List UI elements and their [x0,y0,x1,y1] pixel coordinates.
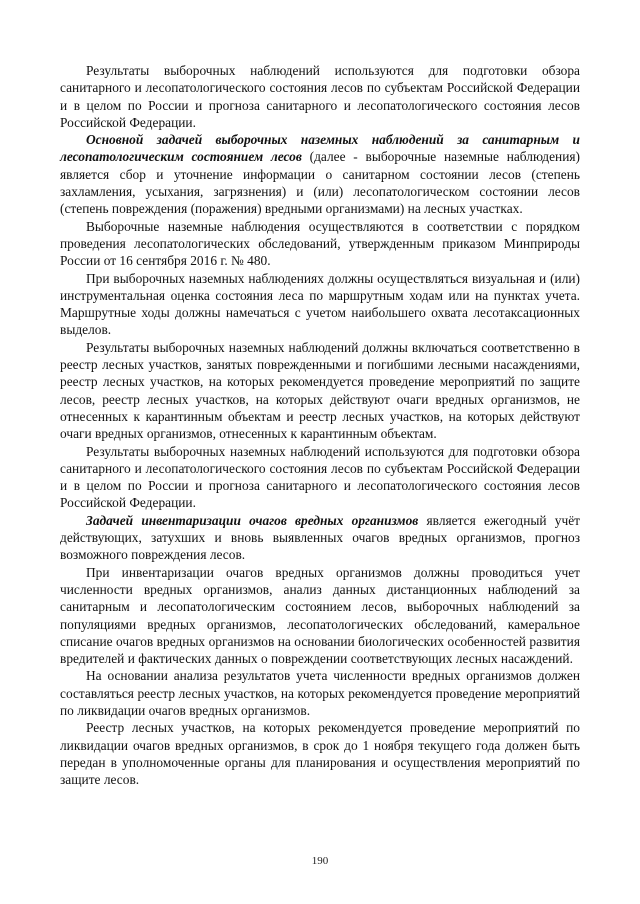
paragraph-4-text: При выборочных наземных наблюдениях должны осуществляться визуальная и (или) инструментальная оценка состояния леса по маршрутным ходам или на пунктах учета. Маршрутные ходы должны намечаться с учетом наибольшего охвата лесотаксационных выделов. [60,270,580,338]
paragraph-10-text: Реестр лесных участков, на которых рекомендуется проведение мероприятий по ликвидации очагов вредных организмов, в срок до 1 ноября текущего года должен быть передан в уполномоченные органы для планирования и осуществления мероприятий по защите лесов. [60,720,580,788]
paragraph-3-text: Выборочные наземные наблюдения осуществляются в соответствии с порядком проведения лесопатологических обследований, утвержденным приказом Минприроды России от 16 сентября 2016 г. № 480. [60,218,580,269]
paragraph-9 [60,667,580,719]
document-body [60,62,580,788]
paragraph-7-text: является ежегодный учёт действующих, затухших и вновь выявленных очагов вредных организмов, прогноз возможного повреждения лесов. [60,512,580,563]
paragraph-5 [60,339,580,443]
paragraph-7-emphasis: Задачей инвентаризации очагов вредных организмов [86,512,419,528]
page-number: 190 [311,855,329,867]
paragraph-1-text: Результаты выборочных наблюдений используются для подготовки обзора санитарного и лесопатологического состояния лесов по субъектам Российской Федерации и в целом по России и прогноза санитарного и лесопатологического состояния лесов Российской Федерации. [60,63,580,130]
paragraph-3 [60,218,580,270]
paragraph-4 [60,270,580,339]
paragraph-1 [60,62,580,131]
paragraph-2 [60,131,580,217]
paragraph-2-text: (далее - выборочные наземные наблюдения) является сбор и уточнение информации о санитарном состоянии лесов (степень захламления, усыхания, загрязнения) и (или) лесопатологическом состоянии лесов (степень повреждения (поражения) вредными организмами) на лесных участках. [60,149,581,217]
paragraph-10 [60,719,580,788]
paragraph-8 [60,564,580,668]
paragraph-2-emphasis: Основной задачей выборочных наземных наблюдений за санитарным и лесопатологическим состоянием лесов [60,132,580,165]
paragraph-6 [60,443,580,512]
paragraph-6-text: Результаты выборочных наземных наблюдений используются для подготовки обзора санитарного и лесопатологического состояния лесов по субъектам Российской Федерации и в целом по России и прогноза санитарного и лесопатологического состояния лесов Российской Федерации. [60,443,580,511]
paragraph-8-text: При инвентаризации очагов вредных организмов должны проводиться учет численности вредных организмов, анализ данных дистанционных наблюдений за санитарным и лесопатологическим состоянием лесов, выборочных наблюдений за популяциями вредных организмов, лесопатологических обследований, камеральное списание очагов вредных организмов на основании биологических особенностей развития вредителей и фактических данных о повреждении соответствующих лесных насаждений. [60,564,580,667]
paragraph-5-text: Результаты выборочных наземных наблюдений должны включаться соответственно в реестр лесных участков, занятых поврежденными и погибшими лесными насаждениями, реестр лесных участков, на которых рекомендуется проведение мероприятий по защите лесов, реестр лесных участков, на которых действуют очаги вредных организмов, не отнесенных к карантинным объектам и реестр лесных участков, на которых действуют очаги вредных организмов, отнесенных к карантинным объектам. [60,339,580,442]
paragraph-9-text: На основании анализа результатов учета численности вредных организмов должен составляться реестр лесных участков, на которых рекомендуется проведение мероприятий по ликвидации очагов вредных организмов. [60,668,580,718]
paragraph-7 [60,512,580,564]
